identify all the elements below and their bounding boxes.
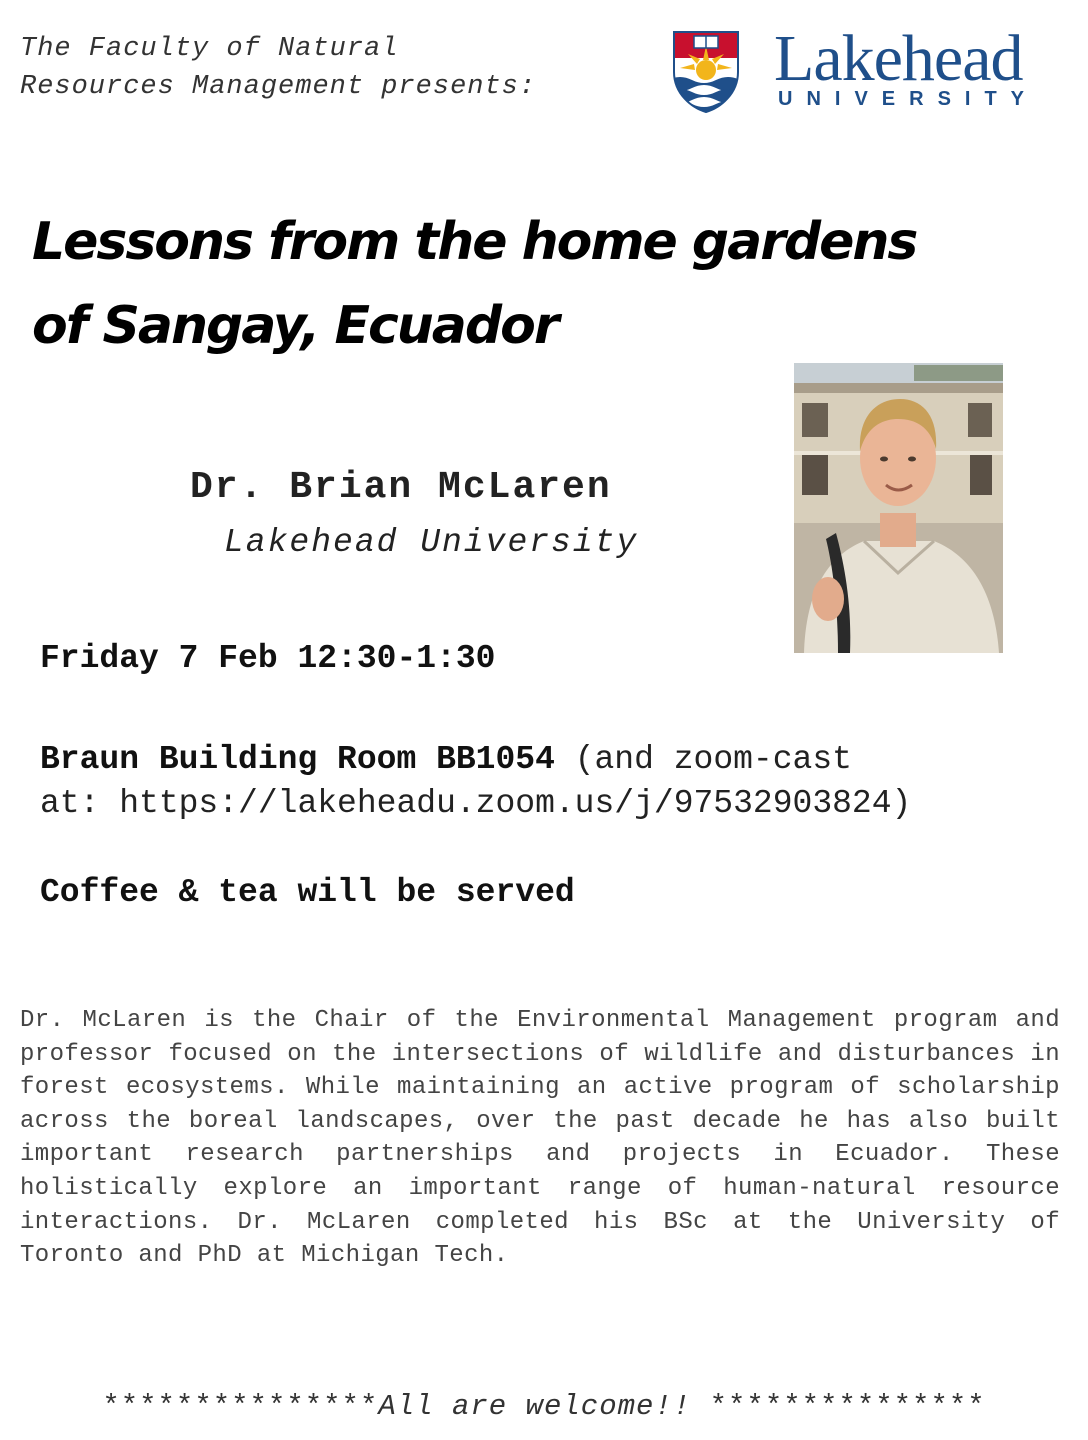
presenter-line-1: The Faculty of Natural	[20, 34, 399, 64]
event-datetime: Friday 7 Feb 12:30-1:30	[40, 640, 496, 677]
logo-wordmark: Lakehead	[774, 22, 1023, 95]
presenter-line-2: Resources Management presents:	[20, 72, 537, 102]
talk-title	[32, 200, 1032, 368]
refreshments-note: Coffee & tea will be served	[40, 874, 575, 911]
stars-right: ***************	[691, 1390, 986, 1423]
zoom-link[interactable]: at: https://lakeheadu.zoom.us/j/97532903824)	[40, 785, 912, 822]
talk-title-line-2: of Sangay, Ecuador	[32, 296, 558, 356]
welcome-footer	[0, 1390, 1088, 1423]
welcome-text: All are welcome!!	[378, 1390, 692, 1423]
event-room: Braun Building Room BB1054	[40, 741, 555, 778]
speaker-affiliation: Lakehead University	[224, 524, 639, 561]
logo-subtitle: UNIVERSITY	[778, 88, 1039, 110]
stars-left: ***************	[102, 1390, 379, 1423]
speaker-bio: Dr. McLaren is the Chair of the Environmental Management program and professor focused on the intersections of wildlife and disturbances in forest ecosystems. While maintaining an active program of scholarship across the boreal landscapes, over the past decade he has also built important research partnerships and projects in Ecuador. These holistically explore an important range of human-natural resource interactions. Dr. McLaren completed his BSc at the University of Toronto and PhD at Michigan Tech.	[20, 1007, 1060, 1270]
speaker-name: Dr. Brian McLaren	[190, 466, 612, 509]
event-location	[40, 738, 1030, 826]
zoom-cast-prefix: (and zoom-cast	[554, 741, 852, 778]
presenter-line	[20, 30, 536, 106]
talk-title-line-1: Lessons from the home gardens	[32, 212, 917, 272]
speaker-photo	[794, 363, 1003, 653]
lakehead-shield-icon	[668, 28, 764, 114]
speaker-portrait-icon	[794, 363, 1003, 653]
